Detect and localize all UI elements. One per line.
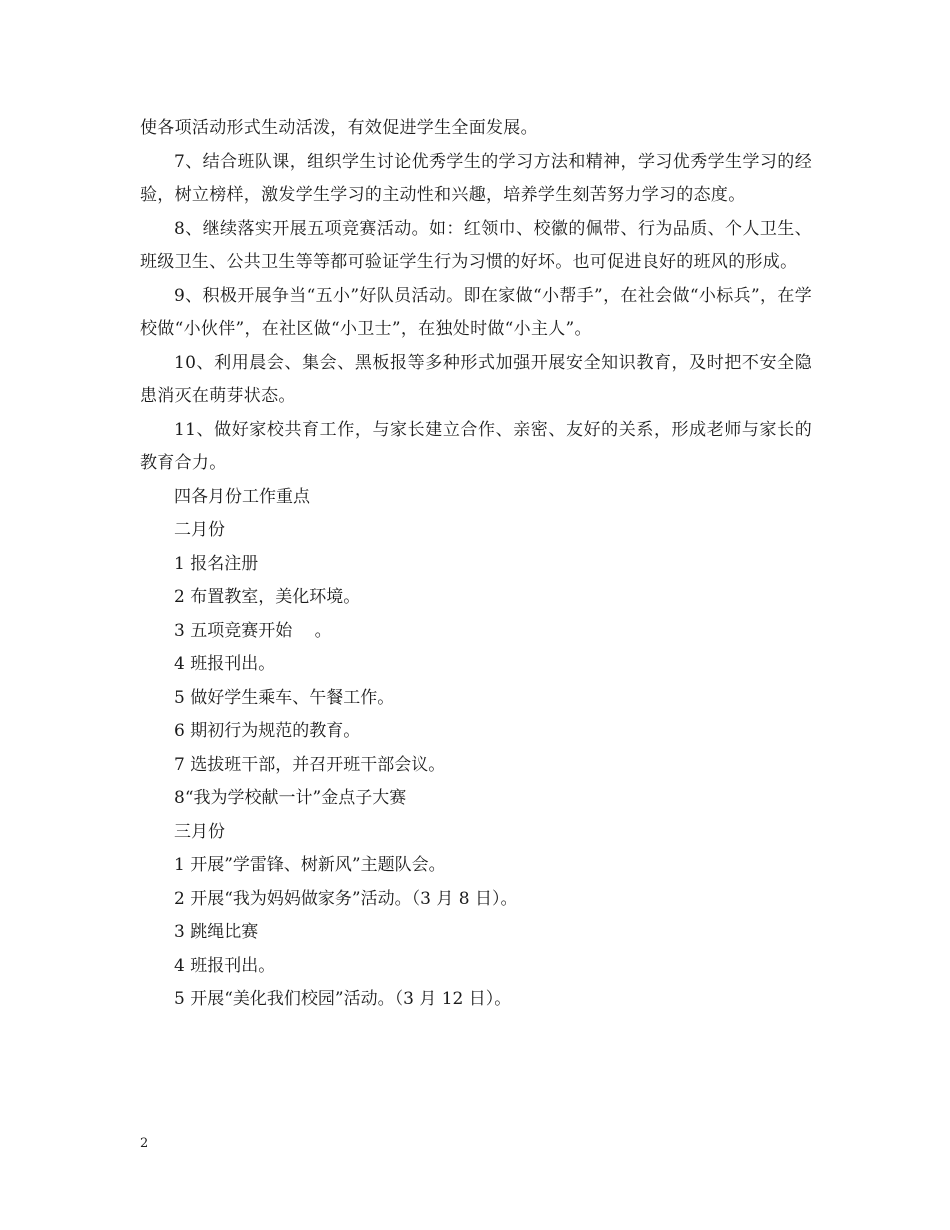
paragraph: 7、结合班队课，组织学生讨论优秀学生的学习方法和精神，学习优秀学生学习的经验，树立榜样，激发学生学习的主动性和兴趣，培养学生刻苦努力学习的态度。 (140, 151, 812, 205)
page-content (140, 112, 812, 1017)
list-item: 7 选拔班干部，并召开班干部会议。 (174, 754, 446, 775)
list-item: 2 开展“我为妈妈做家务”活动。（3 月 8 日）。 (174, 888, 518, 909)
month-heading: 三月份 (174, 821, 225, 842)
paragraph: 11、做好家校共育工作，与家长建立合作、亲密、友好的关系，形成老师与家长的教育合力。 (140, 419, 812, 473)
paragraph: 8、继续落实开展五项竞赛活动。如：红领巾、校徽的佩带、行为品质、个人卫生、班级卫生、公共卫生等等都可验证学生行为习惯的好坏。也可促进良好的班风的形成。 (140, 218, 812, 272)
section-heading: 四各月份工作重点 (174, 486, 310, 507)
list-item: 3 跳绳比赛 (174, 922, 259, 942)
list-item: 8“我为学校献一计”金点子大赛 (174, 788, 407, 808)
month-heading: 二月份 (174, 520, 225, 540)
list-item: 6 期初行为规范的教育。 (174, 721, 361, 741)
list-item: 1 开展”学雷锋、树新风”主题队会。 (174, 855, 446, 875)
list-item: 5 开展“美化我们校园”活动。（3 月 12 日）。 (174, 989, 512, 1009)
list-item: 2 布置教室，美化环境。 (174, 587, 361, 607)
paragraph: 10、利用晨会、集会、黑板报等多种形式加强开展安全知识教育，及时把不安全隐患消灭在萌芽状态。 (140, 352, 812, 406)
page-number: 2 (140, 1136, 149, 1151)
list-item: 5 做好学生乘车、午餐工作。 (174, 687, 395, 708)
paragraph: 使各项活动形式生动活泼，有效促进学生全面发展。 (140, 118, 538, 138)
list-item: 4 班报刊出。 (174, 654, 276, 674)
list-item: 1 报名注册 (174, 553, 259, 574)
paragraph: 9、积极开展争当“五小”好队员活动。即在家做“小帮手”，在社会做“小标兵”，在学校做“小伙伴”，在社区做“小卫士”，在独处时做“小主人”。 (140, 285, 812, 339)
list-item: 3 五项竞赛开始 。 (174, 620, 332, 641)
list-item: 4 班报刊出。 (174, 955, 276, 976)
